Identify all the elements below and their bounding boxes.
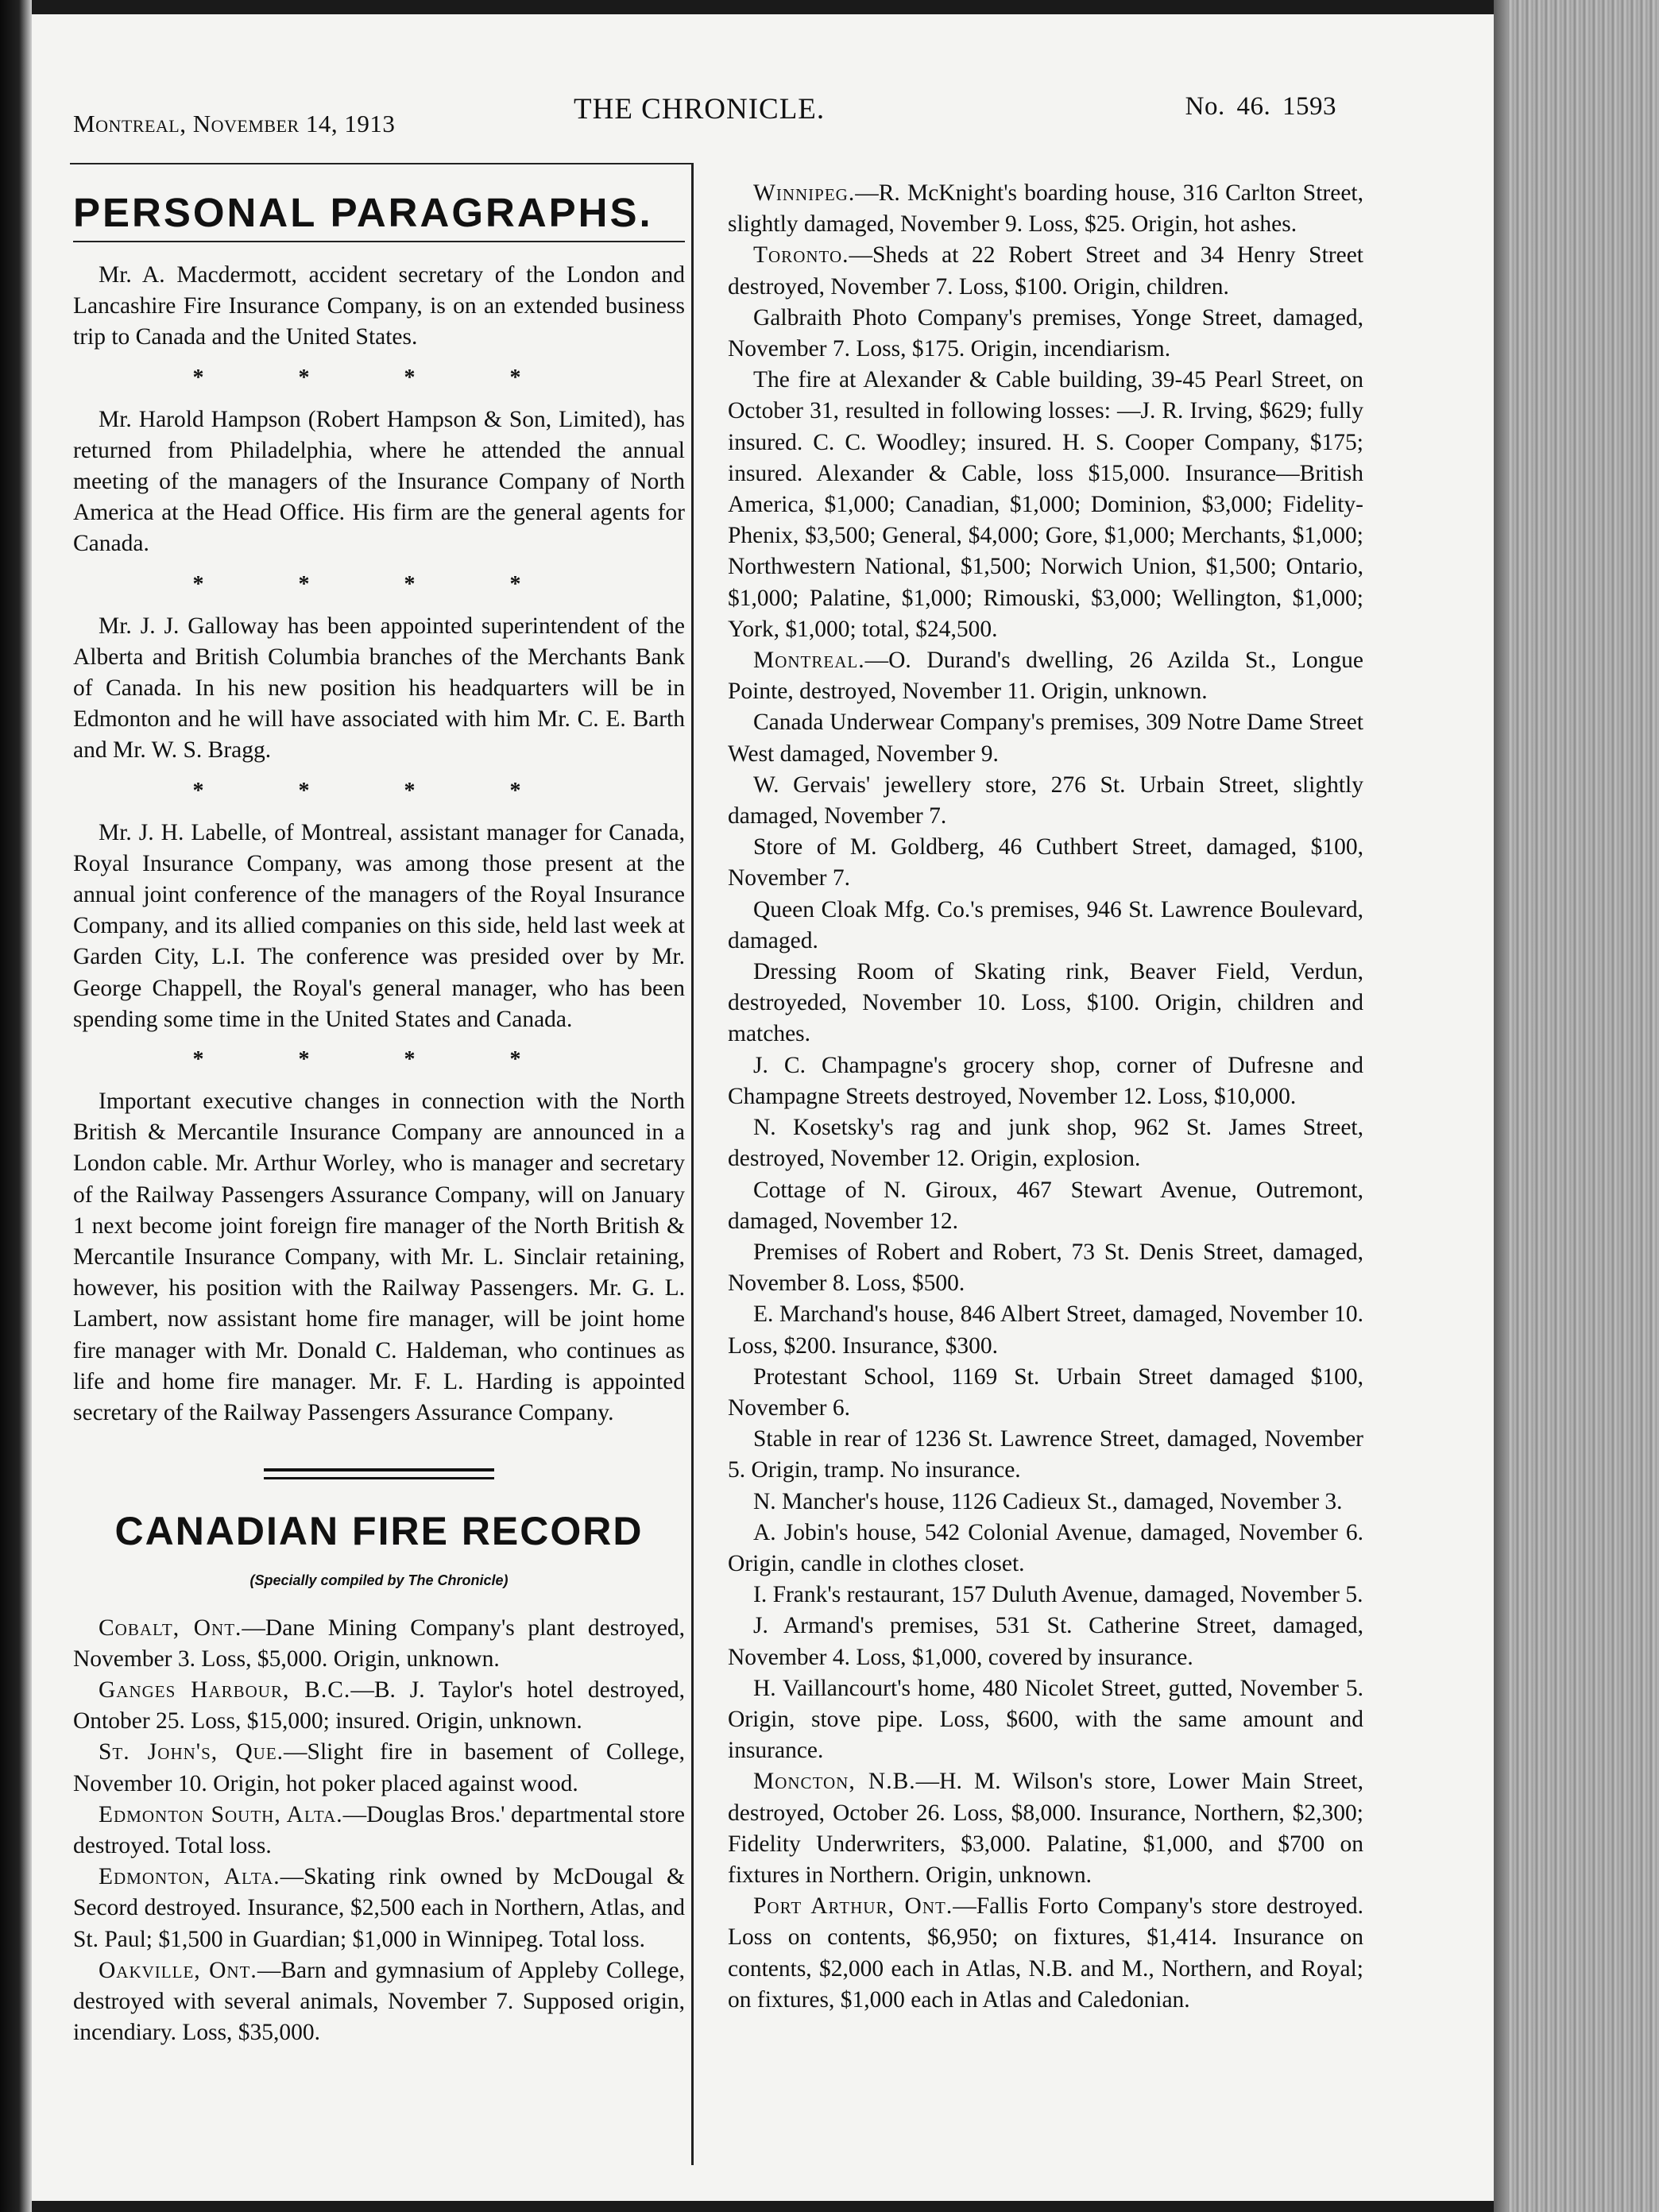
- header-issue: No. 46. 1593: [1185, 92, 1336, 121]
- fire-entry: [728, 895, 1363, 957]
- fire-entry: [728, 832, 1363, 894]
- fire-entry: [728, 1766, 1363, 1891]
- fire-entry-text: N. Kosetsky's rag and junk shop, 962 St. James Street, destroyed, November 12. Origin, explosion.: [728, 1115, 1363, 1172]
- header-publication: THE CHRONICLE.: [574, 93, 826, 126]
- fire-entry-text: N. Mancher's house, 1126 Cadieux St., damaged, November 3.: [753, 1488, 1343, 1514]
- fire-entry-text: —B. J. Taylor's hotel destroyed, Ontober 25. Loss, $15,000; insured. Origin, unknown.: [73, 1676, 685, 1734]
- separator-stars: * * * *: [192, 778, 566, 803]
- fire-entry-text: —Skating rink owned by McDougal & Secord destroyed. Insurance, $2,500 each in Northern, Atlas, and St. Paul; $1,500 in Guardian; $1,000 in Winnipeg. Total loss.: [73, 1864, 685, 1952]
- fire-entries-right: [728, 178, 1363, 2016]
- page-header: [73, 86, 1336, 137]
- right-column: [728, 178, 1363, 2016]
- scan-left-edge: [0, 0, 32, 2212]
- fire-entry: [728, 1580, 1363, 1611]
- fire-entry-text: —Dane Mining Company's plant destroyed, November 3. Loss, $5,000. Origin, unknown.: [73, 1615, 685, 1672]
- personal-paragraph: Important executive changes in connection with the North British & Mercantile Insurance Company are announced in a London cable. Mr. Arthur Worley, who is manager and secretary of the Railway Passengers Assurance Company, will on January 1 next become joint foreign fire manager of the North British & Mercantile Insurance Company, with Mr. L. Sinclair retaining, however, his position with the Railway Passengers. Mr. G. L. Lambert, now assistant home fire manager, will be joint home fire manager with Mr. Donald C. Haldeman, who continues as life and home fire manager. Mr. F. L. Harding is appointed secretary of the Railway Passengers Assurance Company.: [73, 1089, 685, 1426]
- fire-entry: [728, 1891, 1363, 2016]
- header-rule: [70, 163, 691, 164]
- fire-entry-text: —Fallis Forto Company's store destroyed. Loss on contents, $6,950; on fixtures, $1,414. Insurance on contents, $2,000 each in Atlas, N.B. and M., Northern, and Royal; on fixtures, $1,000 each in Atlas and Caledonian.: [728, 1893, 1363, 2013]
- fire-entry-place: Edmonton South, Alta.: [99, 1801, 343, 1827]
- fire-entry-text: —Douglas Bros.' departmental store destroyed. Total loss.: [73, 1801, 685, 1858]
- fire-entry: [73, 1675, 685, 1737]
- fire-entry-place: Port Arthur, Ont.: [753, 1893, 953, 1920]
- fire-entry: [728, 707, 1363, 769]
- personal-paragraph: Mr. J. J. Galloway has been appointed superintendent of the Alberta and British Columbia branches of the Merchants Bank of Canada. In his new position his headquarters will be in Edmonton and he will have associated with him Mr. C. E. Barth and Mr. W. S. Bragg.: [73, 613, 685, 764]
- fire-entry-place: Montreal.: [753, 648, 865, 674]
- fire-entry: [73, 1613, 685, 1675]
- fire-entry-text: —R. McKnight's boarding house, 316 Carlton Street, slightly damaged, November 9. Loss, $25. Origin, hot ashes.: [728, 180, 1363, 238]
- personal-paragraph: Mr. A. Macdermott, accident secretary of the London and Lancashire Fire Insurance Company, is on an extended business trip to Canada and the United States.: [73, 262, 685, 350]
- fire-entry-place: Cobalt, Ont.: [99, 1615, 242, 1641]
- personal-paragraph: Mr. J. H. Labelle, of Montreal, assistant manager for Canada, Royal Insurance Company, was among those present at the annual joint conference of the managers of the Royal Insurance Company, and its allied companies on this side, held last week at Garden City, L.I. The conference was presided over by Mr. George Chappell, the Royal's general manager, who has been spending some time in the United States and Canada.: [73, 819, 685, 1032]
- fire-record-title: CANADIAN FIRE RECORD: [114, 1509, 644, 1554]
- left-column: [73, 181, 685, 2048]
- column-divider: [691, 163, 694, 2165]
- fire-entry-place: Edmonton, Alta.: [99, 1864, 280, 1890]
- book-page-edges: [1494, 0, 1659, 2212]
- fire-entry-place: Oakville, Ont.: [99, 1957, 257, 1983]
- fire-entry: [73, 1955, 685, 2049]
- separator-stars: * * * *: [192, 1047, 566, 1073]
- fire-entry-text: E. Marchand's house, 846 Albert Street, damaged, November 10. Loss, $200. Insurance, $300.: [728, 1301, 1363, 1359]
- fire-entry-text: W. Gervais' jewellery store, 276 St. Urbain Street, slightly damaged, November 7.: [728, 771, 1363, 830]
- personal-paragraph: Mr. Harold Hampson (Robert Hampson & Son, Limited), has returned from Philadelphia, where he attended the annual meeting of the managers of the Insurance Company of North America at the Head Office. His firm are the general agents for Canada.: [73, 406, 685, 557]
- fire-entry: [728, 1487, 1363, 1518]
- fire-entry: [728, 957, 1363, 1050]
- fire-entry: [73, 1737, 685, 1799]
- fire-entry: [73, 1862, 685, 1955]
- fire-entry-text: A. Jobin's house, 542 Colonial Avenue, damaged, November 6. Origin, candle in clothes closet.: [728, 1519, 1363, 1576]
- fire-entry: [728, 1175, 1363, 1237]
- fire-record-subtitle: (Specially compiled by The Chronicle): [249, 1572, 509, 1589]
- fire-entry-text: Protestant School, 1169 St. Urbain Street damaged $100, November 6.: [728, 1363, 1363, 1421]
- separator-stars: * * * *: [192, 365, 566, 390]
- fire-entry: [728, 1673, 1363, 1767]
- personal-paragraphs-title: PERSONAL PARAGRAPHS.: [73, 190, 653, 235]
- separator-stars: * * * *: [192, 571, 566, 597]
- fire-entry-text: I. Frank's restaurant, 157 Duluth Avenue, damaged, November 5.: [753, 1582, 1363, 1608]
- fire-entry-text: H. Vaillancourt's home, 480 Nicolet Street, gutted, November 5. Origin, stove pipe. Loss, $600, with the same amount and insurance.: [728, 1675, 1363, 1764]
- fire-entry-text: J. C. Champagne's grocery shop, corner of Dufresne and Champagne Streets destroyed, November 12. Loss, $10,000.: [728, 1052, 1363, 1109]
- fire-entry-text: The fire at Alexander & Cable building, 39-45 Pearl Street, on October 31, resulted in following losses: —J. R. Irving, $629; fully insured. C. C. Woodley; insured. H. S. Cooper Company, $175; insured. Alexander & Cable, loss $15,000. Insurance—British America, $1,000; Canadian, $1,000; Dominion, $3,000; Fidelity-Phenix, $3,500; General, $4,000; Gore, $1,000; Merchants, $1,000; Northwestern National, $1,500; Norwich Union, $1,500; Ontario, $1,000; Palatine, $1,000; Rimouski, $3,000; Wellington, $1,000; York, $1,000; total, $24,500.: [728, 367, 1363, 642]
- fire-entry-text: Canada Underwear Company's premises, 309 Notre Dame Street West damaged, November 9.: [728, 710, 1363, 767]
- fire-entry: [728, 1050, 1363, 1112]
- fire-entry: [728, 1112, 1363, 1174]
- fire-entry: [728, 303, 1363, 365]
- fire-entry-text: Stable in rear of 1236 St. Lawrence Street, damaged, November 5. Origin, tramp. No insurance.: [728, 1426, 1363, 1483]
- fire-entry: [728, 1299, 1363, 1361]
- fire-entry: [728, 365, 1363, 645]
- fire-entry-place: Winnipeg.: [753, 180, 856, 206]
- fire-entry: [73, 1800, 685, 1862]
- fire-entry: [728, 1237, 1363, 1299]
- title-rule: [73, 241, 685, 242]
- fire-entry: [728, 770, 1363, 832]
- fire-entry-text: Store of M. Goldberg, 46 Cuthbert Street, damaged, $100, November 7.: [728, 834, 1363, 891]
- fire-entry-text: —O. Durand's dwelling, 26 Azilda St., Longue Pointe, destroyed, November 11. Origin, unknown.: [728, 648, 1363, 705]
- fire-entry-text: Galbraith Photo Company's premises, Yonge Street, damaged, November 7. Loss, $175. Origin, incendiarism.: [728, 304, 1363, 362]
- fire-entry-text: —Barn and gymnasium of Appleby College, destroyed with several animals, November 7. Supposed origin, incendiary. Loss, $35,000.: [73, 1957, 685, 2046]
- fire-entry-text: Premises of Robert and Robert, 73 St. Denis Street, damaged, November 8. Loss, $500.: [728, 1239, 1363, 1297]
- fire-entry-place: St. John's, Que.: [99, 1739, 284, 1765]
- fire-entry-text: Queen Cloak Mfg. Co.'s premises, 946 St. Lawrence Boulevard, damaged.: [728, 896, 1363, 953]
- fire-entry-text: —Slight fire in basement of College, November 10. Origin, hot poker placed against wood.: [73, 1739, 685, 1796]
- fire-entry: [728, 645, 1363, 707]
- fire-entry-text: —H. M. Wilson's store, Lower Main Street, destroyed, October 26. Loss, $8,000. Insurance, Northern, $2,300; Fidelity Underwriters, $3,000. Palatine, $1,000, and $700 on fixtures in Northern. Origin, unknown.: [728, 1769, 1363, 1888]
- fire-entry: [728, 1424, 1363, 1486]
- fire-entry: [728, 178, 1363, 240]
- fire-entry-text: Dressing Room of Skating rink, Beaver Field, Verdun, destroyeded, November 10. Loss, $100. Origin, children and matches.: [728, 959, 1363, 1047]
- fire-entry-text: J. Armand's premises, 531 St. Catherine Street, damaged, November 4. Loss, $1,000, covered by insurance.: [728, 1613, 1363, 1670]
- fire-entry-text: —Sheds at 22 Robert Street and 34 Henry Street destroyed, November 7. Loss, $100. Origin, children.: [728, 242, 1363, 300]
- fire-entry-text: Cottage of N. Giroux, 467 Stewart Avenue, Outremont, damaged, November 12.: [728, 1177, 1363, 1234]
- fire-entries-left: [73, 1613, 685, 2049]
- fire-entry: [728, 240, 1363, 302]
- fire-entry-place: Ganges Harbour, B.C.: [99, 1676, 351, 1703]
- section-double-rule: [264, 1468, 494, 1479]
- fire-entry-place: Toronto.: [753, 242, 849, 269]
- fire-entry-place: Moncton, N.B.: [753, 1769, 916, 1795]
- fire-entry: [728, 1611, 1363, 1673]
- fire-entry: [728, 1518, 1363, 1580]
- header-date: Montreal, November 14, 1913: [73, 110, 396, 137]
- fire-entry: [728, 1362, 1363, 1424]
